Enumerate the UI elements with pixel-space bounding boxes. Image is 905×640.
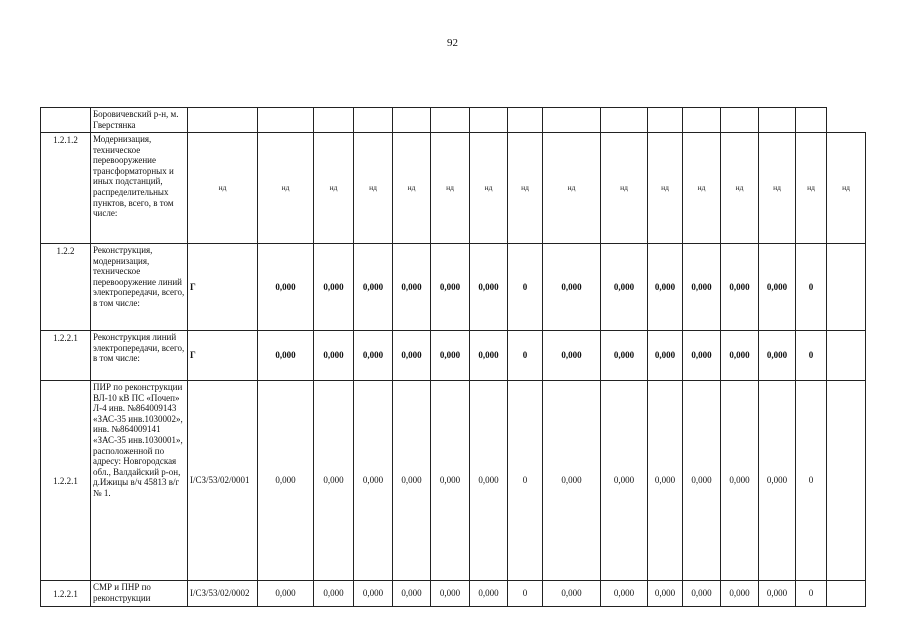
value-cell: нд — [796, 133, 827, 244]
value-cell: 0,000 — [314, 581, 354, 607]
value-cell — [759, 108, 796, 133]
row-number: 1.2.1.2 — [41, 133, 91, 244]
value-cell: 0,000 — [543, 581, 601, 607]
value-cell: 0,000 — [683, 331, 721, 381]
value-cell: нд — [648, 133, 683, 244]
value-cell: 0,000 — [721, 331, 759, 381]
row-name: СМР и ПНР по реконструкции — [91, 581, 188, 607]
row-number: 1.2.2.1 — [41, 581, 91, 607]
row-code: нд — [188, 133, 258, 244]
row-code: I/СЗ/53/02/0001 — [188, 381, 258, 581]
row-code: I/СЗ/53/02/0002 — [188, 581, 258, 607]
value-cell: 0,000 — [354, 331, 393, 381]
table-row — [41, 381, 866, 581]
value-cell: 0,000 — [258, 381, 314, 581]
value-cell: 0,000 — [721, 581, 759, 607]
value-cell: нд — [470, 133, 508, 244]
value-cell: 0,000 — [431, 331, 470, 381]
value-cell — [393, 108, 431, 133]
value-cell: 0,000 — [721, 381, 759, 581]
page-number: 92 — [447, 37, 458, 49]
value-cell: 0,000 — [314, 331, 354, 381]
value-cell: 0,000 — [431, 244, 470, 331]
value-cell: 0 — [796, 381, 827, 581]
value-cell: нд — [759, 133, 796, 244]
value-cell — [827, 244, 866, 331]
value-cell: 0,000 — [314, 381, 354, 581]
value-cell: 0,000 — [721, 244, 759, 331]
value-cell: 0,000 — [601, 381, 648, 581]
value-cell: 0,000 — [470, 331, 508, 381]
value-cell: 0 — [796, 581, 827, 607]
row-number — [41, 108, 91, 133]
value-cell: 0 — [508, 381, 543, 581]
value-cell: 0,000 — [543, 244, 601, 331]
investment-table — [40, 107, 866, 607]
row-code: Г — [188, 244, 258, 331]
value-cell: 0,000 — [759, 331, 796, 381]
value-cell: 0,000 — [759, 581, 796, 607]
value-cell: 0,000 — [393, 581, 431, 607]
value-cell: 0 — [508, 331, 543, 381]
value-cell — [601, 108, 648, 133]
value-cell — [796, 108, 827, 133]
row-number: 1.2.2.1 — [41, 381, 91, 581]
value-cell: нд — [393, 133, 431, 244]
table-row — [41, 108, 866, 133]
value-cell — [827, 331, 866, 381]
value-cell: 0,000 — [470, 581, 508, 607]
value-cell: нд — [721, 133, 759, 244]
value-cell: 0,000 — [648, 581, 683, 607]
row-code: Г — [188, 331, 258, 381]
value-cell: 0,000 — [393, 244, 431, 331]
value-cell: 0,000 — [601, 331, 648, 381]
value-cell — [258, 108, 314, 133]
row-number: 1.2.2.1 — [41, 331, 91, 381]
table-row — [41, 133, 866, 244]
value-cell: 0,000 — [393, 381, 431, 581]
value-cell — [827, 581, 866, 607]
value-cell: 0,000 — [258, 331, 314, 381]
row-number: 1.2.2 — [41, 244, 91, 331]
value-cell: нд — [601, 133, 648, 244]
value-cell: нд — [354, 133, 393, 244]
row-name: Реконструкция, модернизация, техническое перевооружение линий электропередачи, всего, в том числе: — [91, 244, 188, 331]
value-cell — [648, 108, 683, 133]
value-cell — [683, 108, 721, 133]
value-cell: 0 — [796, 244, 827, 331]
value-cell — [314, 108, 354, 133]
value-cell: 0,000 — [601, 581, 648, 607]
value-cell: 0,000 — [683, 581, 721, 607]
value-cell: 0,000 — [431, 581, 470, 607]
value-cell: 0,000 — [354, 581, 393, 607]
value-cell: 0 — [796, 331, 827, 381]
value-cell: 0,000 — [354, 244, 393, 331]
value-cell: 0,000 — [683, 381, 721, 581]
row-name: ПИР по реконструкции ВЛ-10 кВ ПС «Почеп» Л-4 инв. №864009143 «ЗАС-35 инв.1030002», инв. №864009141 «ЗАС-35 инв.1030001», расположенной по адресу: Новгородская обл., Валдайский р-он, д.Ижицы в/ч 45813 в/г № 1. — [91, 381, 188, 581]
row-name: Модернизация, техническое перевооружение трансформаторных и иных подстанций, распределительных пунктов, всего, в том числе: — [91, 133, 188, 244]
value-cell: нд — [508, 133, 543, 244]
value-cell: 0,000 — [759, 381, 796, 581]
value-cell: 0,000 — [431, 381, 470, 581]
value-cell: 0 — [508, 244, 543, 331]
value-cell: 0,000 — [393, 331, 431, 381]
value-cell: 0,000 — [470, 381, 508, 581]
value-cell: 0 — [508, 581, 543, 607]
value-cell — [431, 108, 470, 133]
value-cell: нд — [827, 133, 866, 244]
value-cell: нд — [431, 133, 470, 244]
value-cell — [721, 108, 759, 133]
value-cell: 0,000 — [648, 244, 683, 331]
value-cell: нд — [543, 133, 601, 244]
value-cell: 0,000 — [543, 381, 601, 581]
table-row — [41, 581, 866, 607]
value-cell: 0,000 — [601, 244, 648, 331]
row-name: Реконструкция линий электропередачи, всего, в том числе: — [91, 331, 188, 381]
value-cell — [543, 108, 601, 133]
value-cell: 0,000 — [258, 244, 314, 331]
value-cell — [508, 108, 543, 133]
value-cell: нд — [258, 133, 314, 244]
value-cell: 0,000 — [759, 244, 796, 331]
value-cell: 0,000 — [648, 331, 683, 381]
value-cell: 0,000 — [258, 581, 314, 607]
value-cell — [354, 108, 393, 133]
value-cell: нд — [314, 133, 354, 244]
value-cell: нд — [683, 133, 721, 244]
value-cell: 0,000 — [648, 381, 683, 581]
value-cell: 0,000 — [683, 244, 721, 331]
table-row — [41, 331, 866, 381]
value-cell — [470, 108, 508, 133]
row-code — [188, 108, 258, 133]
table-row — [41, 244, 866, 331]
value-cell: 0,000 — [354, 381, 393, 581]
value-cell — [827, 381, 866, 581]
value-cell: 0,000 — [470, 244, 508, 331]
value-cell: 0,000 — [314, 244, 354, 331]
row-name: Боровичевский р-н, м. Гверстянка — [91, 108, 188, 133]
value-cell: 0,000 — [543, 331, 601, 381]
